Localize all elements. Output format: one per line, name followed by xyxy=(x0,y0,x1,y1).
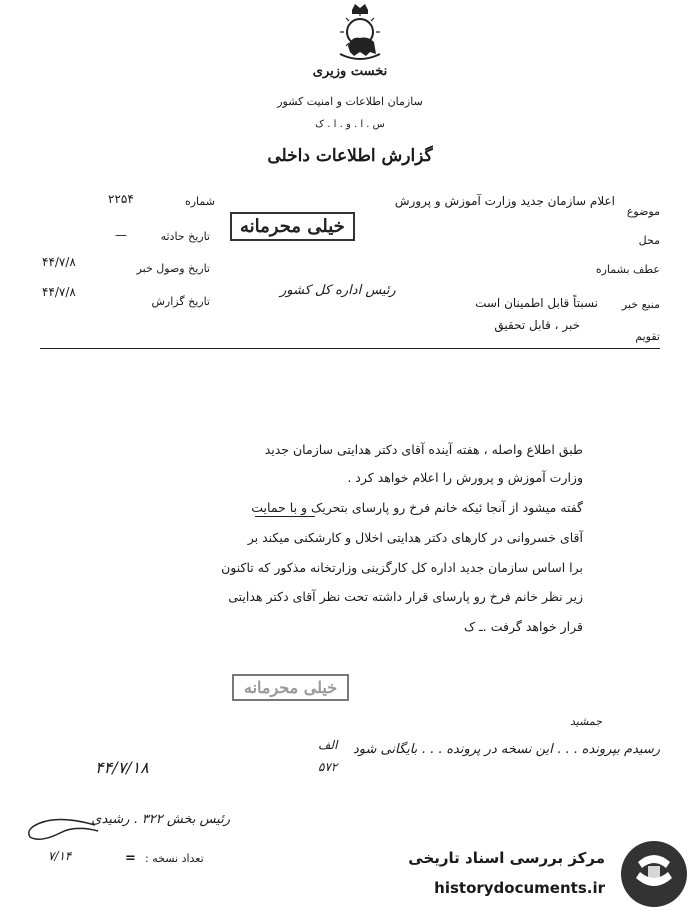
organization-code: س . ا . و . ا . ک xyxy=(315,119,385,130)
receipt-date-value: ۴۴/۷/۸ xyxy=(42,255,76,269)
handwritten-source-note: رئیس اداره کل کشور xyxy=(280,283,396,298)
archive-logo-icon xyxy=(618,838,690,910)
source-label: منبع خبر xyxy=(621,298,660,311)
assessment-label: تقویم xyxy=(635,330,660,343)
reference-label: عطف بشماره xyxy=(595,263,660,276)
body-line-4: آقای خسروانی در کارهای دکتر هدایتی اخلال و کارشکنی میکند بر xyxy=(247,530,583,545)
archive-name: مرکز بررسی اسناد تاریخی xyxy=(408,849,605,867)
handwritten-receipt-note: رسیدم بپرونده . . . این نسخه در پرونده . . . بایگانی شود xyxy=(352,742,660,757)
archive-website: historydocuments.ir xyxy=(434,879,605,897)
report-date-label: تاریخ گزارش xyxy=(151,295,210,308)
number-value: ۲۲۵۴ xyxy=(108,192,134,206)
number-label: شماره xyxy=(184,195,215,208)
handwritten-top-note: جمشید xyxy=(570,715,603,728)
source-value: نسبتاً قابل اطمینان است xyxy=(475,296,598,310)
event-date-label: تاریخ حادثه xyxy=(160,230,210,243)
underline-mark xyxy=(255,516,315,517)
assessment-value: خبر ، قابل تحقیق xyxy=(494,318,580,332)
organization-name: سازمان اطلاعات و امنیت کشور xyxy=(277,95,423,108)
place-label: محل xyxy=(638,234,660,247)
handwritten-signature-line: رئیس بخش ۳۲۲ . رشیدی xyxy=(91,812,230,827)
handwritten-file-number: ۵۷۲ xyxy=(318,760,338,774)
body-line-7: قرار خواهد گرفت .ـ ک xyxy=(463,619,583,634)
report-type-heading: گزارش اطلاعات داخلی xyxy=(267,146,433,166)
copies-equals: = xyxy=(125,851,136,866)
body-line-6: زیر نظر خانم فرخ رو پارسای قرار داشته تحت نظر آقای دکتر هدایتی xyxy=(228,589,583,604)
copies-label: تعداد نسخه : xyxy=(145,852,204,865)
document-title: نخست وزیری xyxy=(312,64,388,79)
classified-stamp: خیلی محرمانه xyxy=(230,212,355,241)
header-divider xyxy=(40,348,660,349)
report-date-value: ۴۴/۷/۸ xyxy=(42,285,76,299)
subject-label: موضوع xyxy=(626,205,660,218)
subject-value: اعلام سازمان جدید وزارت آموزش و پرورش xyxy=(394,194,615,208)
handwritten-small-code: الف xyxy=(318,738,338,752)
body-line-1: طبق اطلاع واصله ، هفته آینده آقای دکتر هدایتی سازمان جدید xyxy=(264,442,583,457)
copies-value: ۷/۱۴ xyxy=(48,849,72,863)
event-date-value: — xyxy=(115,228,127,242)
body-line-2: وزارت آموزش و پرورش را اعلام خواهد کرد . xyxy=(347,470,583,485)
body-line-3: گفته میشود از آنجا ئیکه خانم فرخ رو پارسای بتحریک و با حمایت xyxy=(251,500,583,515)
receipt-date-label: تاریخ وصول خبر xyxy=(136,262,210,275)
body-line-5: برا اساس سازمان جدید اداره کل کارگزینی وزارتخانه مذکور که تاکنون xyxy=(221,560,583,575)
lion-and-sun-emblem-icon xyxy=(330,2,390,64)
faded-classified-stamp: خیلی محرمانه xyxy=(232,674,349,701)
handwritten-annotation-date: ۴۴/۷/۱۸ xyxy=(95,758,149,777)
signature-scribble-icon xyxy=(20,815,100,845)
